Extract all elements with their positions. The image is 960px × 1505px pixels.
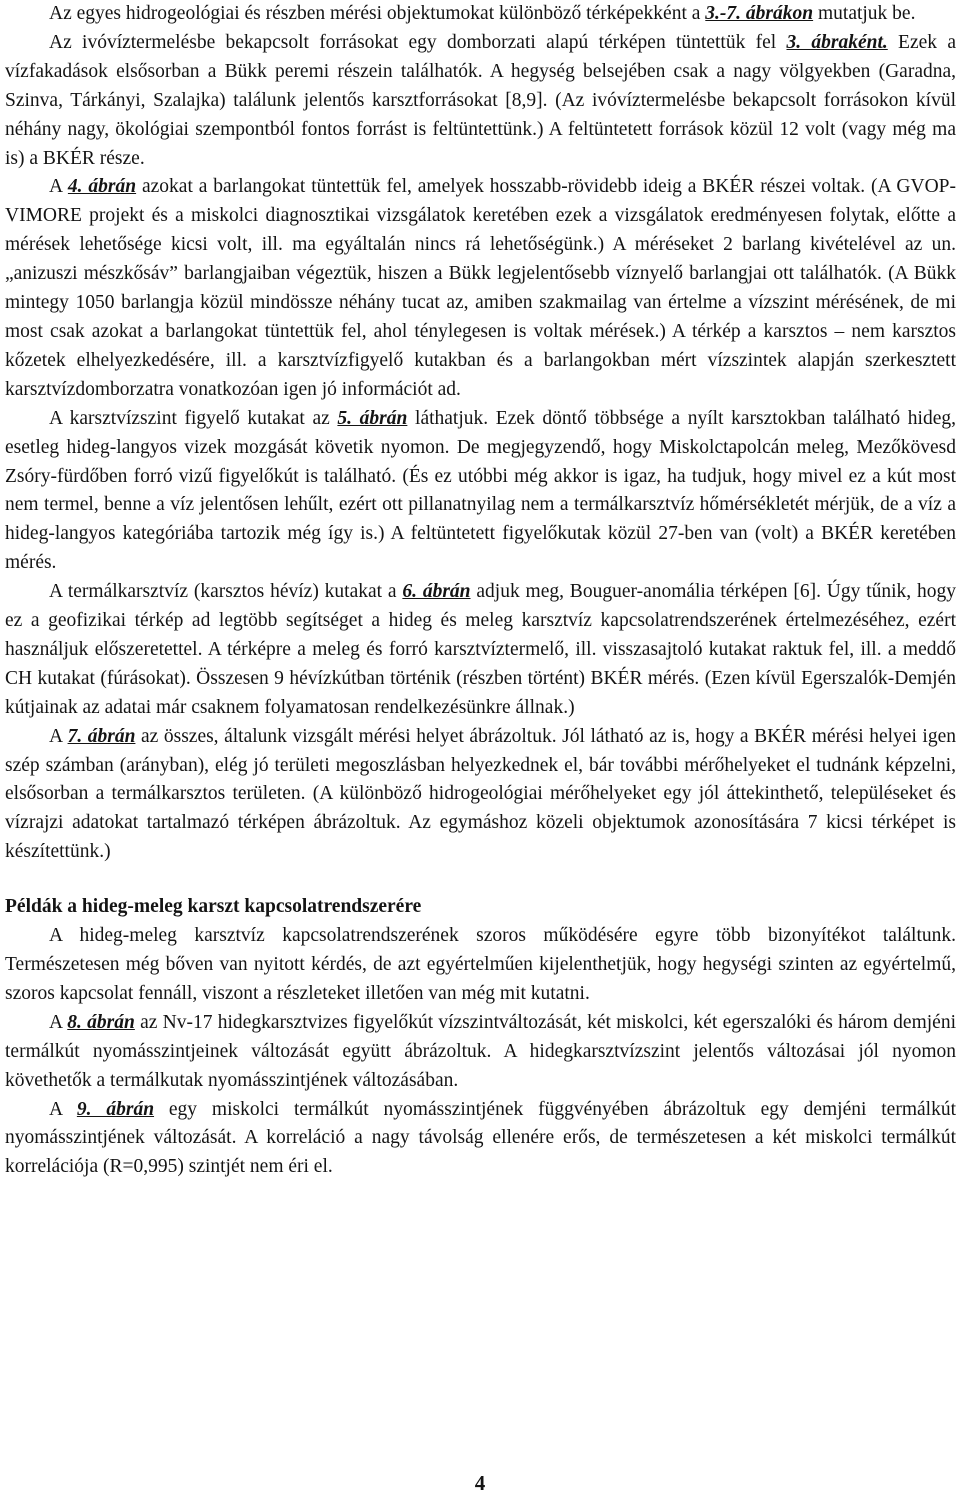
text-run: Ezek a vízfakadások elsősorban a Bükk peremi részein találhatók. A hegység belsejében csak a nagy völgyekben (Garadna, Szinva, Tárkányi, Szalajka) találunk jelentős karsztforrásokat [8,9]. (Az ivóvíztermelésbe bekapcsolt forrásokon kívül néhány nagy, ökológiai szempontból fontos forrást is feltüntettünk.) A feltüntetett források közül 12 volt (vagy még ma is) a BKÉR része. — [5, 31, 956, 169]
text-run: az összes, általunk vizsgált mérési helyet ábrázoltuk. Jól látható az is, hogy a BKÉR mérési helyei igen szép számban (arányban), elég jó területi megoszlásban helyezkednek el, bár további mérőhelyeket el tudnánk képzelni, elsősorban a termálkarsztos területen. (A különböző hidrogeológiai mérőhelyeket egy jól áttekinthető, településeket és vízrajzi adatokat tartalmazó térképen ábrázoltuk. Az egymáshoz közeli objektumok azonosítására 7 kicsi térképet is készítettünk.) — [5, 725, 956, 863]
text-run: az Nv-17 hidegkarsztvizes figyelőkút vízszintváltozását, két miskolci, két egerszalóki és három demjéni termálkút nyomásszintjeinek változását együtt ábrázoltuk. A hidegkarsztvízszint jelentős változásai jól nyomon követhetők a termálkutak nyomásszintjének változásában. — [5, 1011, 956, 1091]
figure-reference: 8. ábrán — [67, 1011, 135, 1033]
paragraph-p3 — [5, 173, 956, 404]
body-text-section — [5, 0, 956, 867]
figure-reference: 3. ábraként. — [786, 31, 888, 53]
text-run: láthatjuk. Ezek döntő többsége a nyílt karsztokban található hideg, esetleg hideg-langyos vizek mozgását követik nyomon. De megjegyzendő, hogy Miskolctapolcán meleg, Mezőkövesd Zsóry-fürdőben forró vizű figyelőkút is található. (És ez utóbbi még akkor is igaz, ha tudjuk, hogy mivel ez a kút most nem termel, benne a víz jelentősen lehűlt, ezért ott pillanatnyilag nem a termálkarsztvíz hőmérsékletét mérjük, de a víz a hideg-langyos kategóriába tartozik még így is.) A feltüntetett figyelőkutak közül 27-ben van (volt) a BKÉR keretében mérés. — [5, 407, 956, 574]
text-run: Az egyes hidrogeológiai és részben mérési objektumokat különböző térképekként a — [49, 3, 706, 24]
paragraph-p5 — [5, 578, 956, 723]
text-run: A hideg-meleg karsztvíz kapcsolatrendszerének szoros működésére egyre több bizonyítékot találtunk. Természetesen még bőven van nyitott kérdés, de azt egyértelműen kijelenthetjük, hogy hegységi szinten az egyértelmű, szoros kapcsolat fennáll, viszont a részleteket illetően van még mit kutatni. — [5, 925, 956, 1004]
paragraph-p7 — [5, 922, 956, 1009]
paragraph-p9 — [5, 1096, 956, 1183]
text-run: egy miskolci termálkút nyomásszintjének függvényében ábrázoltuk egy demjéni termálkút nyomásszintjének változását. A korreláció a nagy távolság ellenére erős, de természetesen a két miskolci termálkút korrelációja (R=0,995) szintjét nem éri el. — [5, 1098, 956, 1178]
text-run: Az ivóvíztermelésbe bekapcsolt forrásokat egy domborzati alapú térképen tüntettük fel — [49, 31, 787, 53]
paragraph-p1 — [5, 0, 956, 29]
figure-reference: 4. ábrán — [67, 176, 137, 198]
text-run: A — [49, 1011, 68, 1033]
text-run: A — [49, 176, 68, 198]
text-run: azokat a barlangokat tüntettük fel, amelyek hosszabb-rövidebb ideig a BKÉR részei voltak. (A GVOP-VIMORE projekt és a miskolci diagnosztikai vizsgálatok keretében ezek a vizsgálatok eredményesen folytak, előtte a mérések lehetősége kicsi volt, ill. ma egyáltalán nincs rá lehetőségünk.) A méréseket 2 barlang kivételével az un. „anizuszi mészkősáv” barlangjaiban végeztük, hiszen a Bükk legjelentősebb víznyelő barlangjai ott találhatók. (A Bükk mintegy 1050 barlangja közül mindössze néhány tucat az, amiben szakmailag van értelme a vízszint mérésének, de mi most csak azokat a barlangokat tüntettük fel, ahol ténylegesen is voltak mérések.) A térkép a karsztos – nem karsztos kőzetek elhelyezkedésére, ill. a karsztvízfigyelő kutakban és a barlangokban mért vízszintek alapján szerkesztett karsztvízdomborzatra vonatkozóan igen jó információt ad. — [5, 176, 957, 400]
document-page — [5, 0, 956, 1182]
section-heading: Példák a hideg-meleg karszt kapcsolatrendszerére — [5, 896, 422, 918]
text-run: A termálkarsztvíz (karsztos hévíz) kutakat a — [49, 581, 403, 603]
figure-reference: 6. ábrán — [402, 581, 471, 603]
figure-reference: 5. ábrán — [337, 407, 408, 429]
figure-reference: 9. ábrán — [76, 1098, 155, 1120]
text-run: mutatjuk be. — [813, 3, 916, 24]
paragraph-p4 — [5, 405, 956, 578]
figure-reference: 3.-7. ábrákon — [705, 3, 814, 24]
figure-reference: 7. ábrán — [67, 725, 136, 747]
paragraph-p2 — [5, 29, 956, 174]
paragraph-p8 — [5, 1009, 956, 1096]
text-run: adjuk meg, Bouguer-anomália térképen [6]. Úgy tűnik, hogy ez a geofizikai térkép ad legtöbb segítséget a hideg és meleg karsztvíz kapcsolatrendszerének értelmezéséhez, ezért használjuk előszeretettel. A térképre a meleg és forró karsztvíztermelő, ill. visszasajtoló kutakat raktuk fel, ill. a meddő CH kutakat (fúrásokat). Összesen 9 hévízkútban történik (részben történt) BKÉR mérés. (Ezen kívül Egerszalók-Demjén kútjainak az adatai már csaknem folyamatosan rendelkezésünkre állnak.) — [5, 581, 956, 718]
body-text-section-2 — [5, 922, 956, 1182]
text-run: A — [49, 1098, 77, 1120]
page-number: 4 — [474, 1471, 486, 1495]
text-run: A — [49, 725, 68, 747]
text-run: A karsztvízszint figyelő kutakat az — [49, 407, 338, 429]
paragraph-p6 — [5, 723, 956, 868]
